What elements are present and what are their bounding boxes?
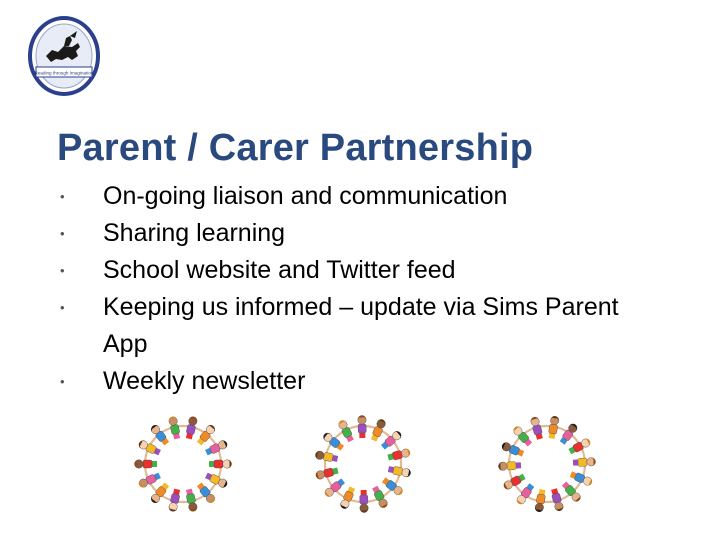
children-circle-illustration-2 [308, 412, 418, 517]
bullet-dot: • [60, 374, 65, 389]
bullet-text: Keeping us informed – update via Sims Parent App [103, 293, 619, 358]
bullet-item [60, 363, 660, 400]
bullet-dot: • [60, 226, 65, 241]
bullet-text: Sharing learning [103, 219, 286, 247]
bullet-item [60, 252, 660, 289]
slide-title: Parent / Carer Partnership [57, 127, 534, 169]
bullet-text: School website and Twitter feed [103, 256, 456, 284]
children-circle-illustration-3 [492, 412, 602, 517]
bullet-dot: • [60, 263, 65, 278]
children-circle-illustration-1 [128, 412, 238, 517]
bullet-item [60, 178, 660, 215]
bullet-item [60, 215, 660, 252]
logo-motto: Reading through Imagination [34, 70, 94, 76]
bullet-text: On-going liaison and communication [103, 182, 508, 210]
bullet-text: Weekly newsletter [103, 367, 306, 395]
children-holding-hands-circle-icon [314, 415, 411, 513]
children-holding-hands-circle-icon [498, 415, 596, 512]
bullet-list [60, 178, 660, 400]
bullet-dot: • [60, 300, 65, 315]
bullet-item [60, 289, 623, 363]
children-holding-hands-circle-icon [134, 416, 231, 513]
school-crest-logo [28, 16, 100, 96]
bullet-dot: • [60, 189, 65, 204]
